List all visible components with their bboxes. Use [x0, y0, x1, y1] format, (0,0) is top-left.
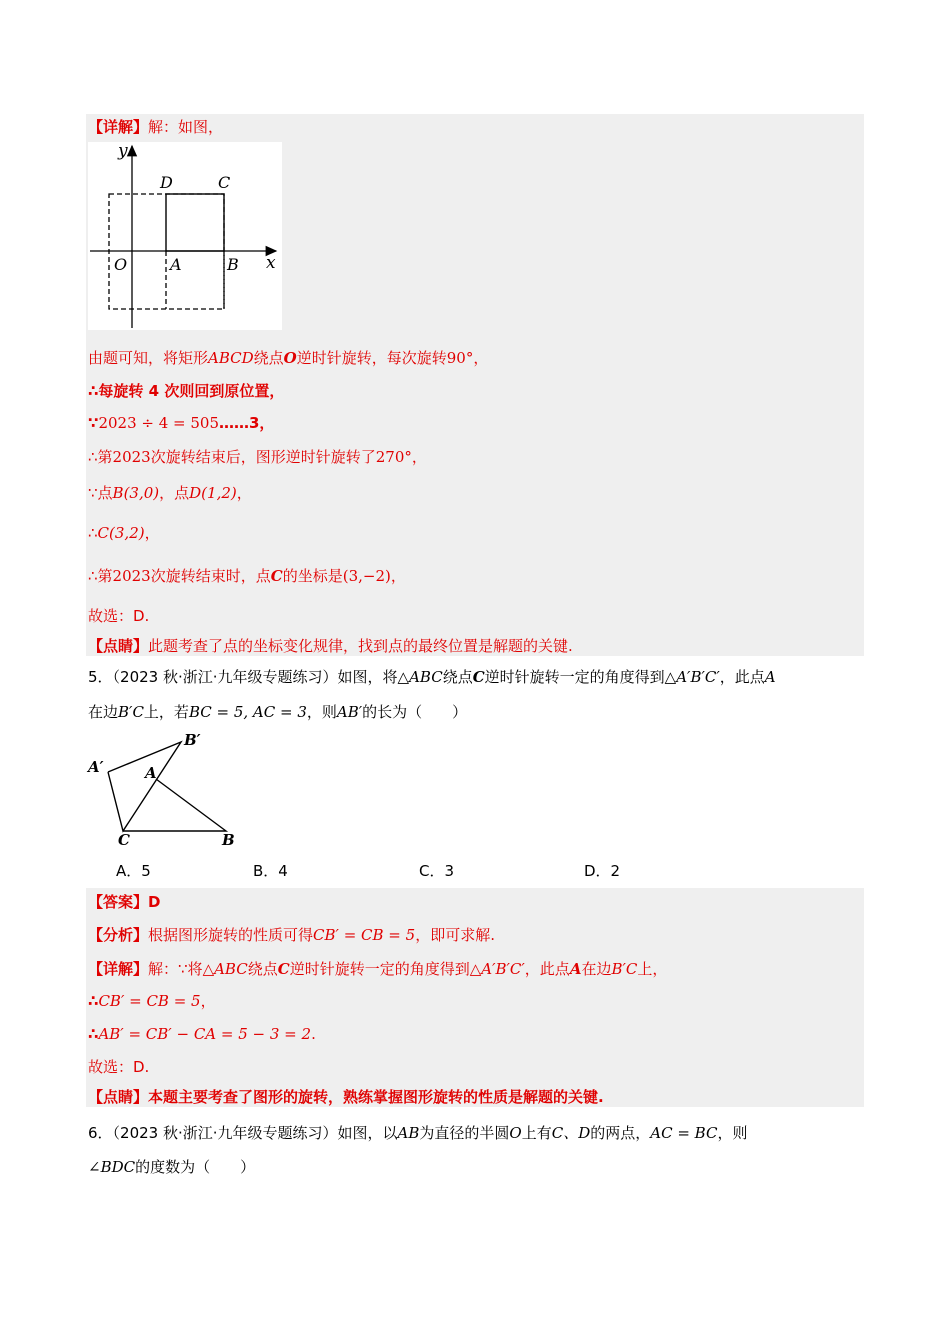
q5-analysis-line: 【分析】根据图形旋转的性质可得CB′ = CB = 5，即可求解. — [88, 926, 495, 944]
q4-line-2: ∴每旋转 4 次则回到原位置， — [88, 382, 285, 400]
q6-stem-line-1: 6．（2023 秋·浙江·九年级专题练习）如图，以AB为直径的半圆O上有C、D的两点，AC = BC，则 — [88, 1124, 748, 1142]
q4-line-7: ∴第2023次旋转结束时，点C的坐标是(3,−2)， — [88, 567, 406, 585]
q5-step-2: ∴AB′ = CB′ − CA = 5 − 3 = 2. — [88, 1025, 316, 1043]
triangle-abc — [123, 779, 226, 831]
q5-stem-line-2: 在边B′C上，若BC = 5, AC = 3，则AB′的长为（ ） — [88, 703, 468, 721]
label-c: C — [118, 831, 130, 847]
q5-detail-line: 【详解】解：∵将△ABC绕点C逆时针旋转一定的角度得到△A′B′C′，此点A在边B′C上， — [88, 960, 668, 978]
triangle-figure — [86, 732, 246, 847]
label-b-prime: B′ — [184, 732, 201, 749]
detail-text: 解：如图， — [148, 118, 224, 136]
q4-line-1: 由题可知，将矩形ABCD绕点O逆时针旋转，每次旋转90°， — [88, 349, 489, 367]
q5-option-d[interactable]: D．2 — [584, 862, 621, 880]
q4-detail-line — [88, 117, 223, 137]
label-o: O — [114, 255, 128, 274]
label-a: A — [145, 764, 157, 782]
q5-option-c[interactable]: C．3 — [419, 862, 455, 880]
q5-figure — [86, 732, 246, 847]
label-c: C — [218, 173, 231, 192]
q5-choose-line: 故选：D. — [88, 1058, 150, 1076]
label-d: D — [160, 173, 173, 192]
label-b: B — [227, 255, 239, 274]
triangle-apbpc — [108, 742, 181, 831]
label-a: A — [170, 255, 182, 274]
label-b: B — [222, 831, 235, 847]
q4-figure — [88, 142, 282, 330]
q4-comment-line: 【点睛】此题考查了点的坐标变化规律，找到点的最终位置是解题的关键. — [88, 637, 573, 655]
coordinate-figure — [88, 142, 282, 330]
q4-line-3: ∵2023 ÷ 4 = 505……3， — [88, 414, 275, 432]
rect-abcd — [166, 194, 224, 251]
label-x: x — [266, 253, 276, 273]
q5-comment-line: 【点睛】本题主要考查了图形的旋转，熟练掌握图形旋转的性质是解题的关键. — [88, 1088, 604, 1106]
q5-option-a[interactable]: A．5 — [116, 862, 151, 880]
q5-stem-line-1: 5．（2023 秋·浙江·九年级专题练习）如图，将△ABC绕点C逆时针旋转一定的角度得到△A′B′C′，此点A — [88, 668, 776, 686]
label-y: y — [118, 142, 128, 161]
q4-line-4: ∴第2023次旋转结束后，图形逆时针旋转了270°， — [88, 448, 427, 466]
q5-answer-line: 【答案】D — [88, 893, 161, 911]
q4-line-5: ∵点B(3,0)，点D(1,2)， — [88, 484, 252, 502]
q4-line-8: 故选：D. — [88, 607, 150, 625]
q6-stem-line-2: ∠BDC的度数为（ ） — [88, 1158, 256, 1176]
label-a-prime: A′ — [88, 758, 104, 776]
detail-tag: 【详解】 — [88, 118, 149, 136]
q4-line-6: ∴C(3,2)， — [88, 524, 160, 542]
q5-option-b[interactable]: B．4 — [253, 862, 288, 880]
q5-step-1: ∴CB′ = CB = 5， — [88, 992, 216, 1010]
